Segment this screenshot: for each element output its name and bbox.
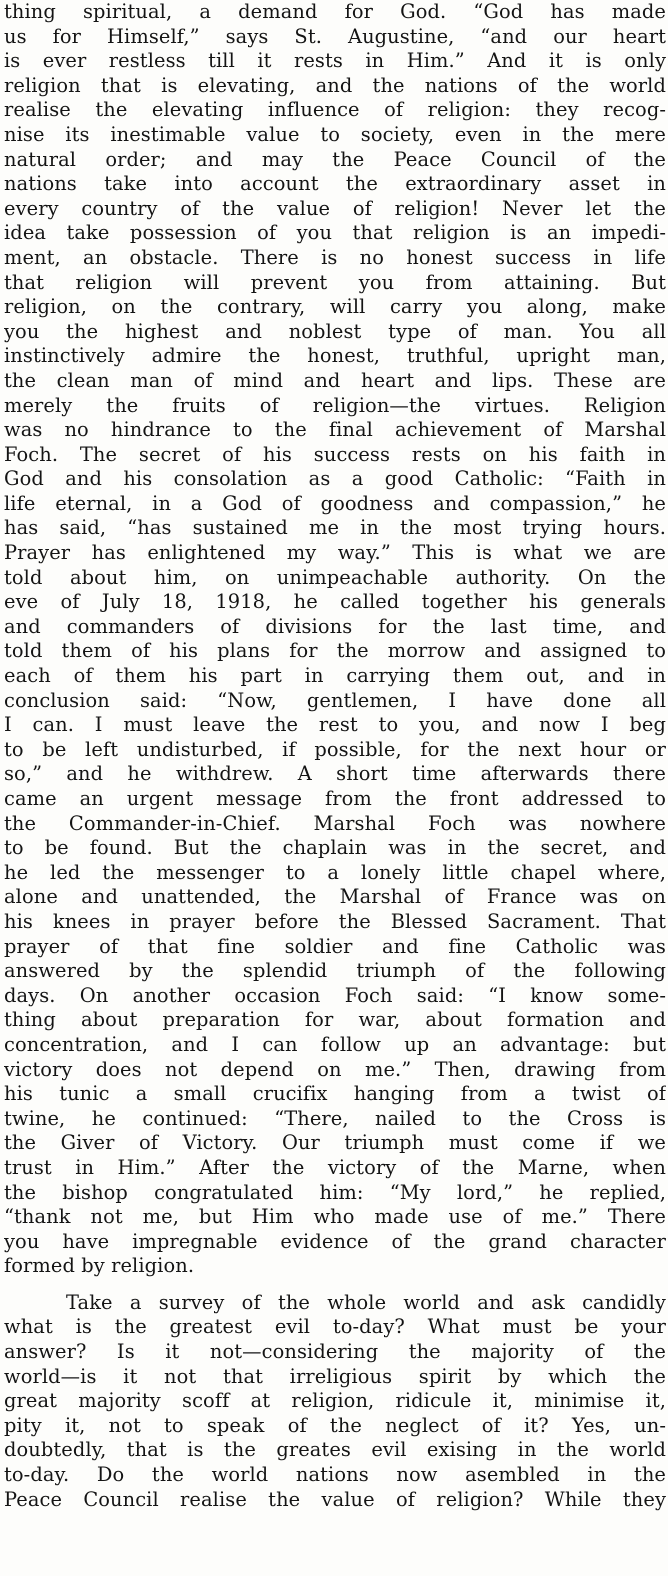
text-line: merely the fruits of religion—the virtues. Religion <box>4 393 666 417</box>
text-line: answer? Is it not—considering the majority of the <box>4 1340 666 1364</box>
text-line: is ever restless till it rests in Him.” And it is only <box>4 49 666 73</box>
text-line: and commanders of divisions for the last time, and <box>4 614 666 638</box>
text-line: “thank not me, but Him who made use of me.” There <box>4 1205 666 1229</box>
text-line: nise its inestimable value to society, even in the mere <box>4 122 666 146</box>
text-line: eve of July 18, 1918, he called together his generals <box>4 590 666 614</box>
text-line: came an urgent message from the front addressed to <box>4 787 666 810</box>
text-line: was no hindrance to the final achievement of Marshal <box>4 418 666 442</box>
text-line: thing about preparation for war, about formation and <box>4 1008 666 1032</box>
text-line: trust in Him.” After the victory of the Marne, when <box>4 1155 666 1179</box>
text-line: days. On another occasion Foch said: “I know some- <box>4 983 666 1007</box>
text-line: each of them his part in carrying them out, and in <box>4 664 666 688</box>
text-line: you the highest and noblest type of man. You all <box>4 319 666 343</box>
text-line: nations take into account the extraordinary asset in <box>4 172 666 196</box>
text-line: that religion will prevent you from attaining. But <box>4 270 666 294</box>
text-line: idea take possession of you that religion is an impedi- <box>4 221 666 245</box>
text-line: alone and unattended, the Marshal of France was on <box>4 885 666 909</box>
text-line: prayer of that fine soldier and fine Catholic was <box>4 934 666 958</box>
text-line: concentration, and I can follow up an advantage: but <box>4 1032 666 1056</box>
text-line: world—is it not that irreligious spirit by which the <box>4 1364 666 1388</box>
text-line: us for Himself,” says St. Augustine, “and our heart <box>4 24 666 48</box>
text-line: the Commander-in-Chief. Marshal Foch was nowhere <box>4 811 666 835</box>
text-line: the bishop congratulated him: “My lord,” he replied, <box>4 1180 666 1204</box>
text-line: religion, on the contrary, will carry you along, make <box>4 295 666 319</box>
text-line: what is the greatest evil to-day? What must be your <box>4 1315 666 1339</box>
text-line: pity it, not to speak of the neglect of it? Yes, un- <box>4 1413 666 1437</box>
text-line: Prayer has enlightened my way.” This is what we are <box>4 541 666 565</box>
text-line: twine, he continued: “There, nailed to the Cross is <box>4 1106 666 1130</box>
text-line: told them of his plans for the morrow and assigned to <box>4 639 666 663</box>
text-line: to be found. But the chaplain was in the secret, and <box>4 836 666 860</box>
text-line: victory does not depend on me.” Then, drawing from <box>4 1057 666 1081</box>
paragraph <box>4 0 666 1279</box>
text-line: Peace Council realise the value of religion? While they <box>4 1487 666 1511</box>
text-line: God and his consolation as a good Catholic: “Faith in <box>4 467 666 491</box>
text-line: told about him, on unimpeachable authority. On the <box>4 565 666 589</box>
text-line: life eternal, in a God of goodness and compassion,” he <box>4 491 666 515</box>
text-line: thing spiritual, a demand for God. “God has made <box>4 0 666 23</box>
text-line: Take a survey of the whole world and ask candidly <box>66 1290 666 1314</box>
text-line: every country of the value of religion! Never let the <box>4 196 666 220</box>
text-line: realise the elevating influence of religion: they recog- <box>4 98 666 122</box>
text-line: conclusion said: “Now, gentlemen, I have done all <box>4 688 666 712</box>
text-line: he led the messenger to a lonely little chapel where, <box>4 860 666 884</box>
text-line: the clean man of mind and heart and lips. These are <box>4 368 666 392</box>
text-line: his tunic a small crucifix hanging from a twist of <box>4 1082 666 1106</box>
text-line: to be left undisturbed, if possible, for the next hour or <box>4 737 666 761</box>
paragraph <box>4 1291 666 1512</box>
text-column <box>4 0 666 1512</box>
text-line: to-day. Do the world nations now asembled in the <box>4 1463 666 1487</box>
text-line: I can. I must leave the rest to you, and now I beg <box>4 713 666 737</box>
text-line: ment, an obstacle. There is no honest success in life <box>4 245 666 269</box>
text-line: answered by the splendid triumph of the following <box>4 959 666 983</box>
text-line: Foch. The secret of his success rests on his faith in <box>4 442 666 466</box>
text-line: has said, “has sustained me in the most trying hours. <box>4 516 666 540</box>
paragraph-gap <box>4 1279 666 1291</box>
text-line: formed by religion. <box>4 1254 195 1278</box>
text-line: great majority scoff at religion, ridicule it, minimise it, <box>4 1389 666 1413</box>
text-line: you have impregnable evidence of the grand character <box>4 1229 666 1253</box>
text-line: so,” and he withdrew. A short time afterwards there <box>4 762 666 786</box>
text-line: his knees in prayer before the Blessed Sacrament. That <box>4 909 666 933</box>
text-line: religion that is elevating, and the nations of the world <box>4 73 666 97</box>
text-line: natural order; and may the Peace Council of the <box>4 147 666 171</box>
text-line: doubtedly, that is the greates evil exising in the world <box>4 1438 666 1462</box>
text-line: the Giver of Victory. Our triumph must come if we <box>4 1131 666 1155</box>
text-line: instinctively admire the honest, truthful, upright man, <box>4 344 666 368</box>
